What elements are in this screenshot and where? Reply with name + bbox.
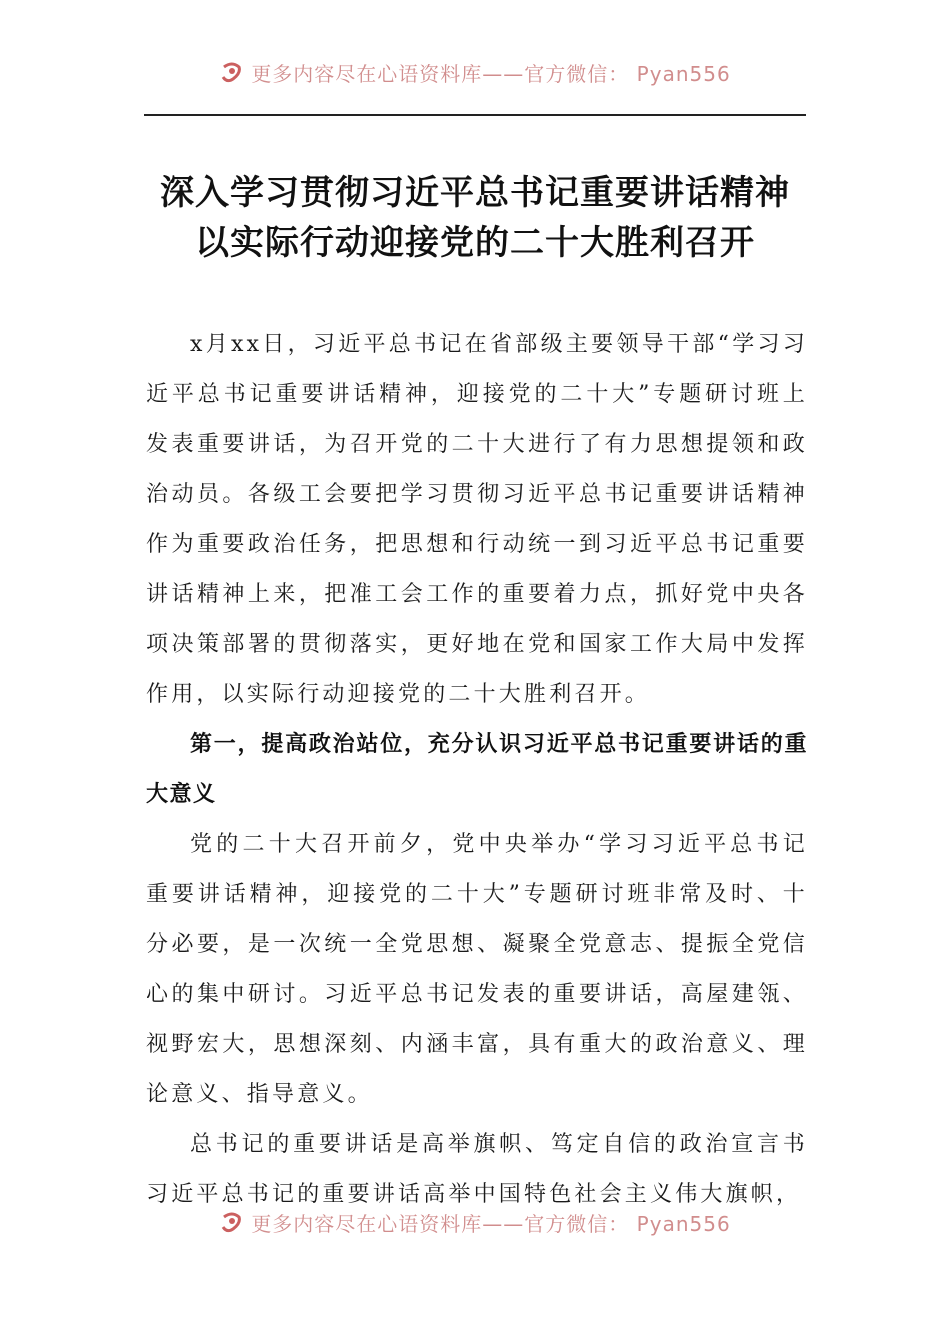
paragraph-section-1-continued: 总书记的重要讲话是高举旗帜、笃定自信的政治宣言书习近平总书记的重要讲话高举中国特色社会主义伟大旗帜， <box>146 1132 808 1207</box>
watermark-bottom <box>0 1205 950 1239</box>
watermark-top <box>0 55 950 89</box>
paragraph-intro: x月xx日，习近平总书记在省部级主要领导干部“学习习近平总书记重要讲话精神，迎接党的二十大”专题研讨班上发表重要讲话，为召开党的二十大进行了有力思想提领和政治动员。各级工会要把学习贯彻习近平总书记重要讲话精神作为重要政治任务，把思想和行动统一到习近平总书记重要讲话精神上来，把准工会工作的重要着力点，抓好党中央各项决策部署的贯彻落实，更好地在党和国家工作大局中发挥作用，以实际行动迎接党的二十大胜利召开。 <box>146 332 808 707</box>
logo-icon <box>219 59 245 85</box>
watermark-text: 更多内容尽在心语资料库——官方微信： Pyan556 <box>251 1211 731 1236</box>
watermark-text: 更多内容尽在心语资料库——官方微信： Pyan556 <box>251 61 731 86</box>
paragraph-section-1: 党的二十大召开前夕，党中央举办“学习习近平总书记重要讲话精神，迎接党的二十大”专题研讨班非常及时、十分必要，是一次统一全党思想、凝聚全党意志、提振全党信心的集中研讨。习近平总书记发表的重要讲话，高屋建瓴、视野宏大，思想深刻、内涵丰富，具有重大的政治意义、理论意义、指导意义。 <box>146 832 808 1107</box>
header-divider <box>144 114 806 116</box>
logo-icon <box>219 1209 245 1235</box>
document-title-line-1: 深入学习贯彻习近平总书记重要讲话精神 <box>160 173 790 213</box>
document-body <box>146 320 808 1220</box>
section-heading-1: 第一，提高政治站位，充分认识习近平总书记重要讲话的重大意义 <box>146 732 808 807</box>
document-title-line-2: 以实际行动迎接党的二十大胜利召开 <box>195 223 755 263</box>
